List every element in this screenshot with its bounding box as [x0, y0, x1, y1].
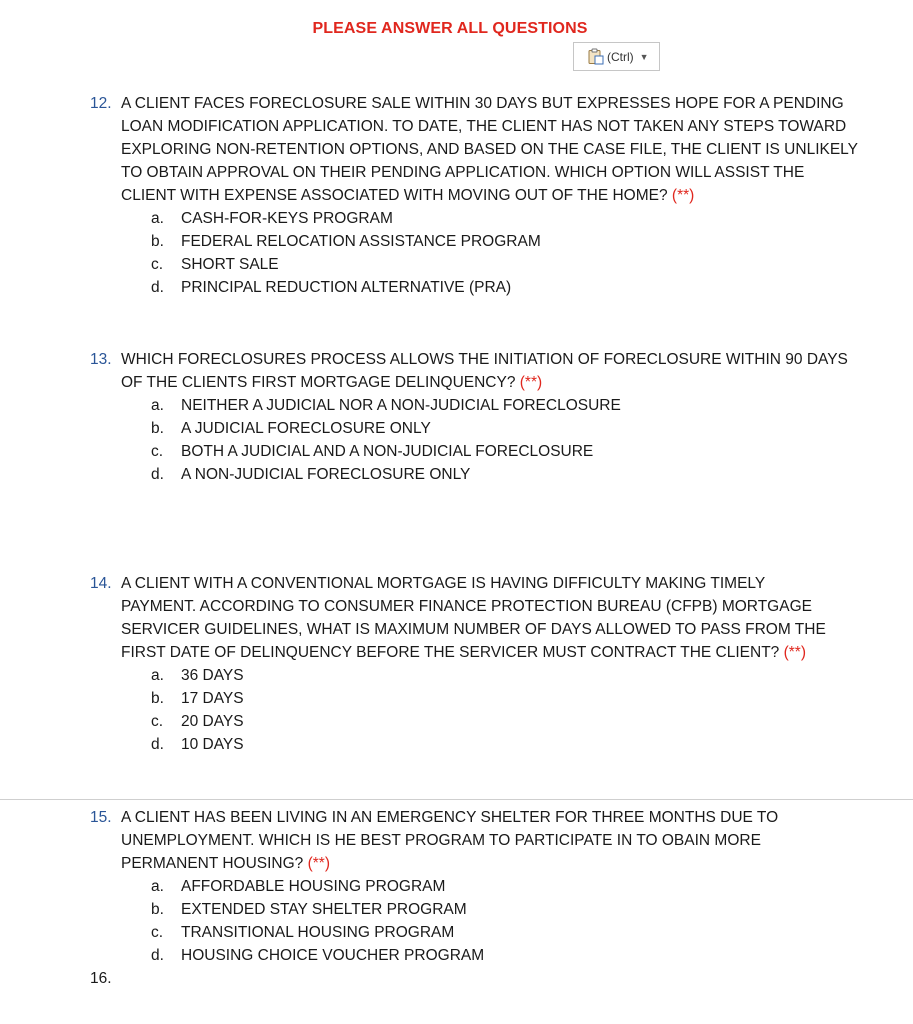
question-line: TO OBTAIN APPROVAL ON THEIR PENDING APPLICATION. WHICH OPTION WILL ASSIST THE: [121, 164, 805, 181]
question-line: A CLIENT WITH A CONVENTIONAL MORTGAGE IS HAVING DIFFICULTY MAKING TIMELY: [121, 575, 766, 592]
question-number: 13.: [90, 351, 112, 368]
option-text: CASH-FOR-KEYS PROGRAM: [181, 210, 393, 227]
option-letter: c.: [151, 256, 164, 273]
page-title: PLEASE ANSWER ALL QUESTIONS: [312, 20, 588, 37]
question-text: [121, 806, 851, 875]
option-text: EXTENDED STAY SHELTER PROGRAM: [181, 901, 467, 918]
option-letter: d.: [151, 736, 164, 753]
option-text: 36 DAYS: [181, 667, 244, 684]
question-line: LOAN MODIFICATION APPLICATION. TO DATE, THE CLIENT HAS NOT TAKEN ANY STEPS TOWARD: [121, 118, 847, 135]
page-break-divider: [0, 799, 913, 800]
option-letter: a.: [151, 878, 164, 895]
question-line: PAYMENT. ACCORDING TO CONSUMER FINANCE PROTECTION BUREAU (CFPB) MORTGAGE: [121, 598, 812, 615]
option-text: 17 DAYS: [181, 690, 244, 707]
difficulty-marker: (**): [307, 855, 330, 872]
option-text: AFFORDABLE HOUSING PROGRAM: [181, 878, 446, 895]
question-number: 12.: [90, 95, 112, 112]
option-letter: a.: [151, 210, 164, 227]
option-text: A JUDICIAL FORECLOSURE ONLY: [181, 420, 431, 437]
option-text: NEITHER A JUDICIAL NOR A NON-JUDICIAL FORECLOSURE: [181, 397, 621, 414]
option-letter: b.: [151, 901, 164, 918]
question-line: A CLIENT HAS BEEN LIVING IN AN EMERGENCY SHELTER FOR THREE MONTHS DUE TO: [121, 809, 779, 826]
paste-options-label: (Ctrl): [607, 49, 634, 64]
option-letter: a.: [151, 397, 164, 414]
question-line: PERMANENT HOUSING?: [121, 855, 308, 872]
difficulty-marker: (**): [783, 644, 806, 661]
option-letter: c.: [151, 924, 164, 941]
question-line: EXPLORING NON-RETENTION OPTIONS, AND BASED ON THE CASE FILE, THE CLIENT IS UNLIKELY: [121, 141, 858, 158]
question-text: [121, 92, 858, 207]
option-text: 10 DAYS: [181, 736, 244, 753]
option-text: A NON-JUDICIAL FORECLOSURE ONLY: [181, 466, 471, 483]
question-number: 15.: [90, 809, 112, 826]
option-letter: c.: [151, 443, 164, 460]
option-letter: b.: [151, 233, 164, 250]
difficulty-marker: (**): [671, 187, 695, 204]
option-letter: b.: [151, 420, 164, 437]
question-line: FIRST DATE OF DELINQUENCY BEFORE THE SERVICER MUST CONTRACT THE CLIENT?: [121, 644, 784, 661]
option-text: 20 DAYS: [181, 713, 244, 730]
option-text: PRINCIPAL REDUCTION ALTERNATIVE (PRA): [181, 279, 512, 296]
option-letter: d.: [151, 466, 164, 483]
option-text: TRANSITIONAL HOUSING PROGRAM: [181, 924, 455, 941]
option-text: HOUSING CHOICE VOUCHER PROGRAM: [181, 947, 485, 964]
question-text: [121, 348, 851, 394]
option-letter: c.: [151, 713, 164, 730]
question-text: [121, 572, 851, 664]
clipboard-icon: [588, 48, 604, 65]
paste-options-button[interactable]: [573, 42, 660, 71]
option-text: FEDERAL RELOCATION ASSISTANCE PROGRAM: [181, 233, 541, 250]
question-line: OF THE CLIENTS FIRST MORTGAGE DELINQUENCY?: [121, 374, 520, 391]
question-line: SERVICER GUIDELINES, WHAT IS MAXIMUM NUMBER OF DAYS ALLOWED TO PASS FROM THE: [121, 621, 826, 638]
question-line: CLIENT WITH EXPENSE ASSOCIATED WITH MOVING OUT OF THE HOME?: [121, 187, 672, 204]
difficulty-marker: (**): [519, 374, 543, 391]
question-number-16: 16.: [90, 970, 112, 987]
question-line: WHICH FORECLOSURES PROCESS ALLOWS THE INITIATION OF FORECLOSURE WITHIN 90 DAYS: [121, 351, 848, 368]
chevron-down-icon: ▼: [639, 51, 649, 62]
option-text: BOTH A JUDICIAL AND A NON-JUDICIAL FORECLOSURE: [181, 443, 594, 460]
question-number: 14.: [90, 575, 112, 592]
option-letter: d.: [151, 947, 164, 964]
option-letter: b.: [151, 690, 164, 707]
option-letter: d.: [151, 279, 164, 296]
option-text: SHORT SALE: [181, 256, 279, 273]
option-letter: a.: [151, 667, 164, 684]
question-line: A CLIENT FACES FORECLOSURE SALE WITHIN 30 DAYS BUT EXPRESSES HOPE FOR A PENDING: [121, 95, 844, 112]
question-line: UNEMPLOYMENT. WHICH IS HE BEST PROGRAM TO PARTICIPATE IN TO OBAIN MORE: [121, 832, 761, 849]
